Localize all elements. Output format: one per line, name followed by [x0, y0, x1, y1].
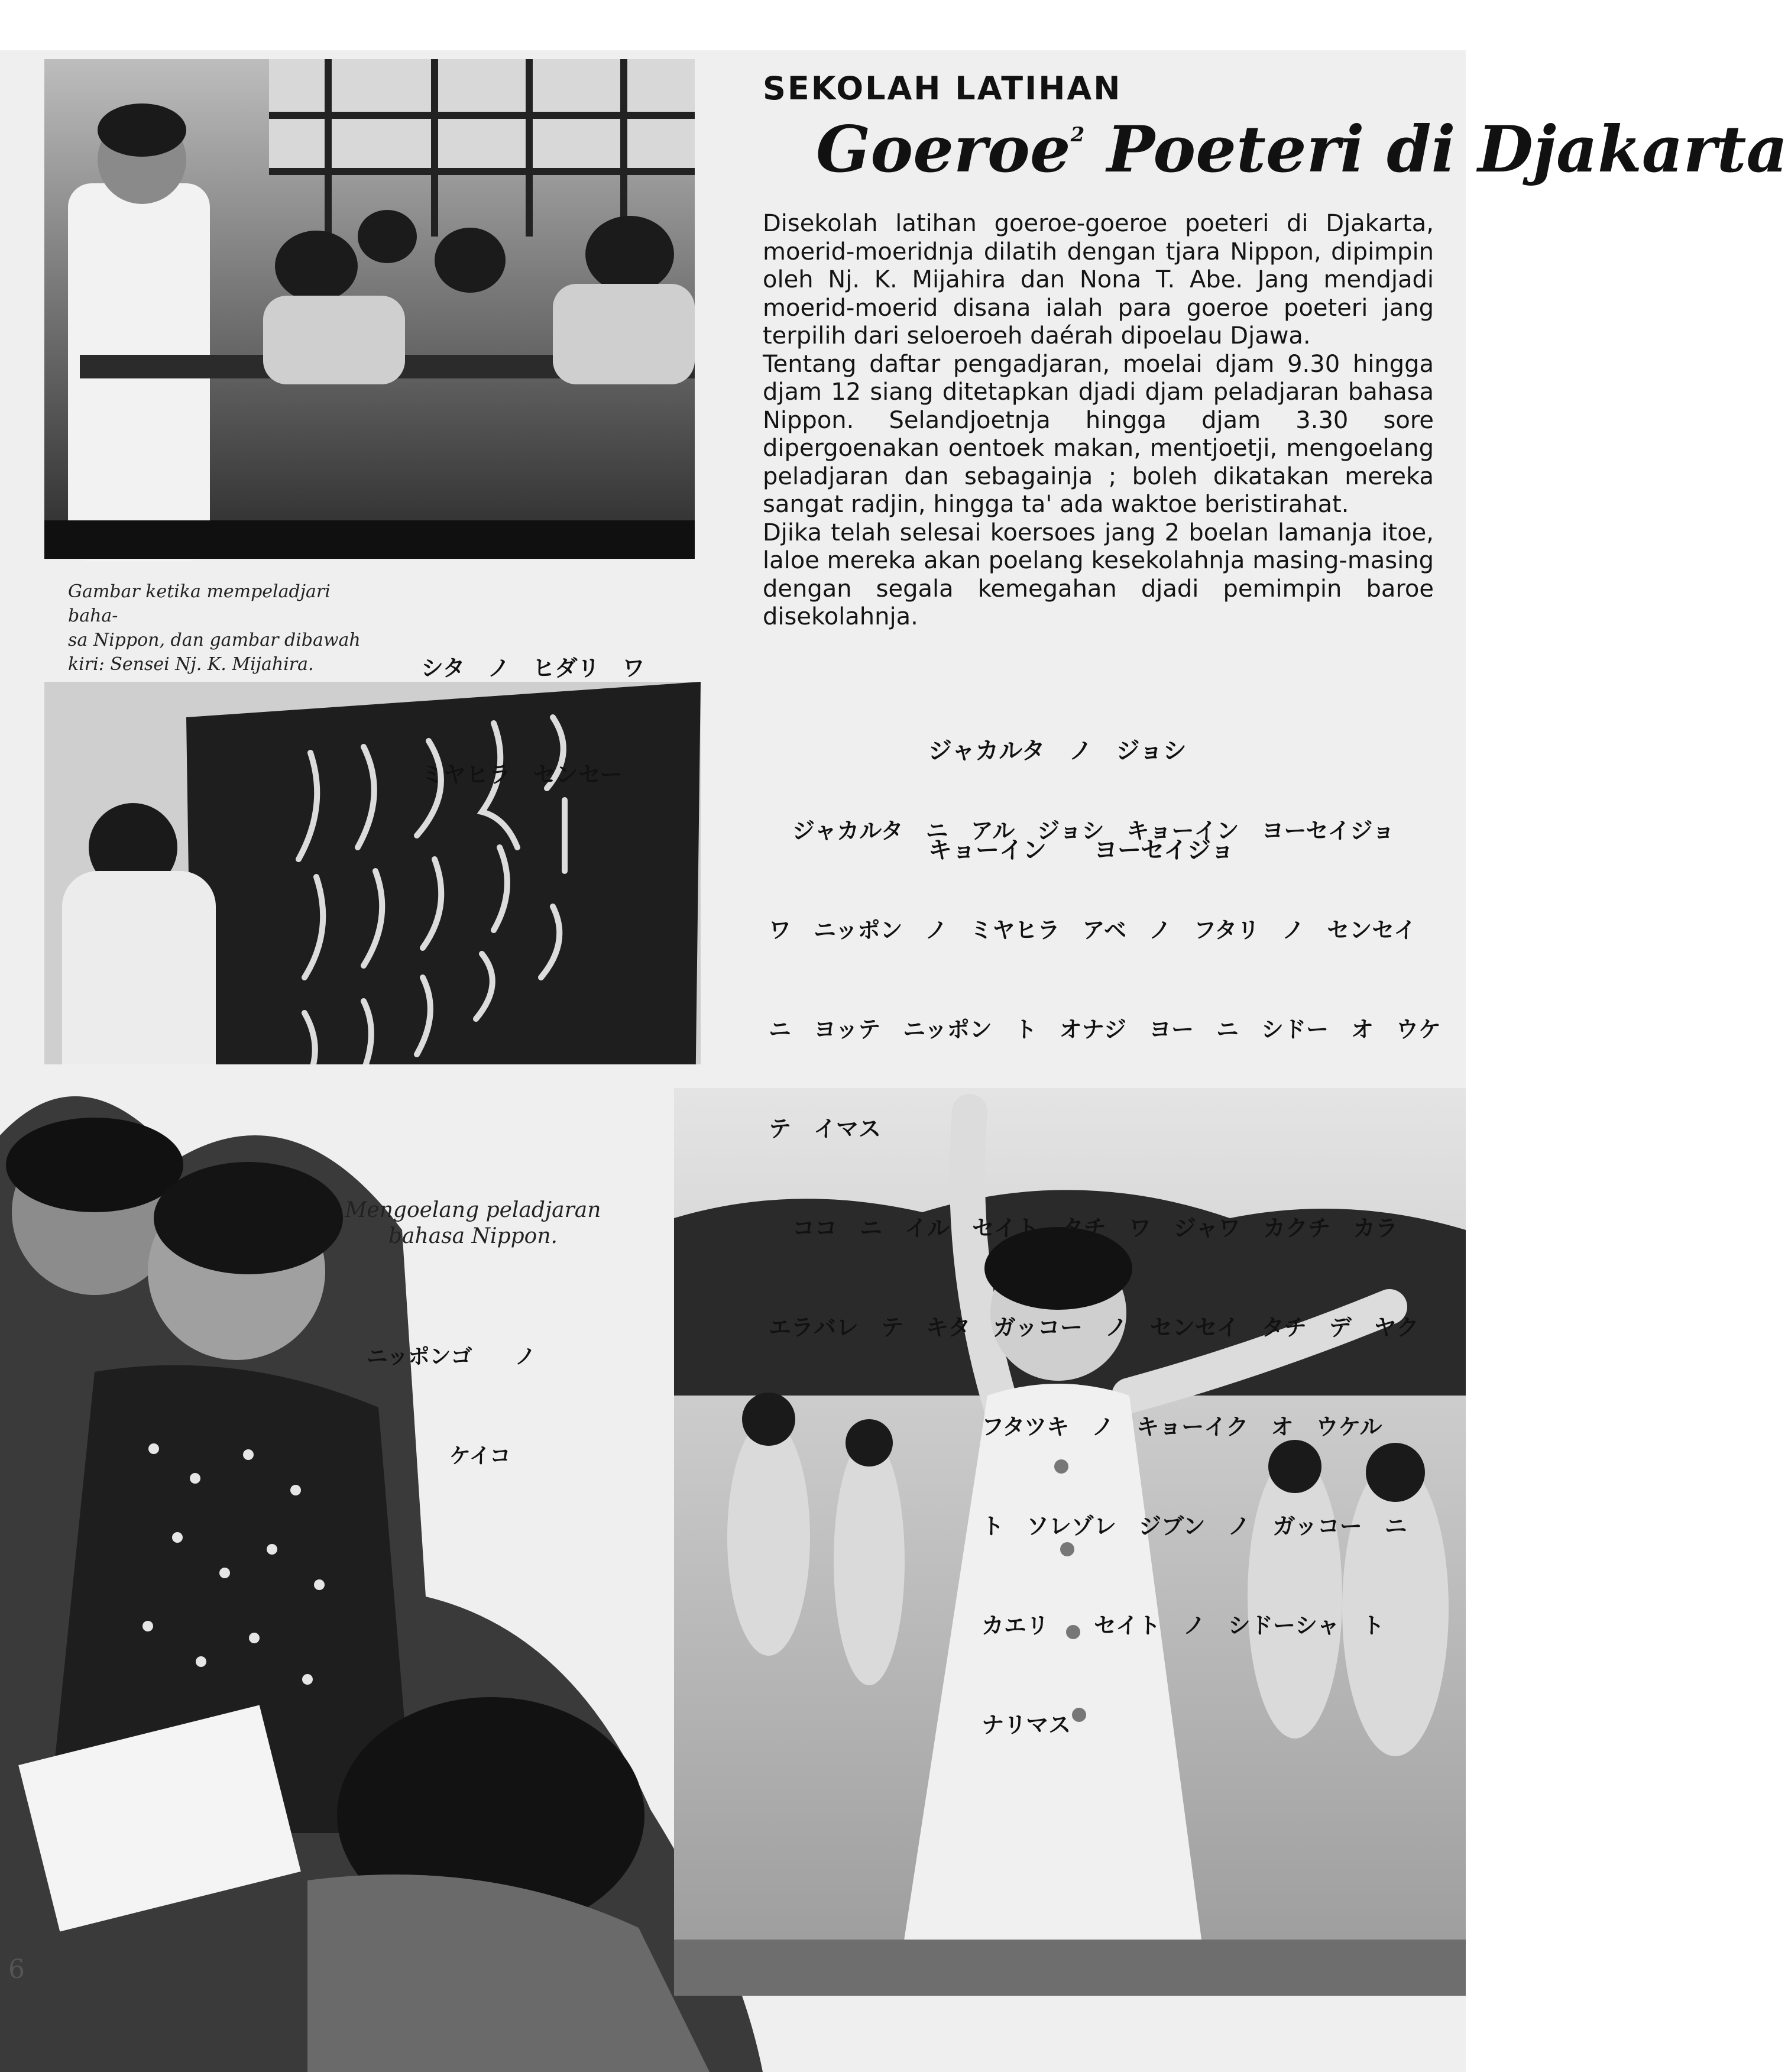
classroom-caption-japanese [421, 579, 644, 828]
article-body [763, 210, 1434, 632]
japanese-line: ワ ニッポン ノ ミヤヒラ アベ ノ フタリ ノ センセイ [769, 917, 1417, 943]
page-number: 6 [8, 1954, 25, 1984]
japanese-line: ナリマス [982, 1712, 1071, 1738]
headline-main: Goeroe [816, 112, 1071, 187]
article-paragraph: Disekolah latihan goeroe-goeroe poeteri di Djakarta, moerid-moeridnja dilatih dengan tjara Nippon, dipimpin oleh Nj. K. Mijahira dan Nona T. Abe. Jang mendjadi moerid-moerid disana ialah para goeroe poeteri jang terpilih dari seloeroeh daérah dipoelau Djawa. [763, 210, 1434, 349]
page-kicker: SEKOLAH LATIHAN [763, 70, 1122, 107]
caption-line: Mengoelang peladjaran [345, 1198, 601, 1222]
classroom-caption [68, 579, 375, 676]
review-caption [319, 1197, 627, 1249]
caption-line: kiri: Sensei Nj. K. Mijahira. [68, 654, 314, 675]
caption-line: sa Nippon, dan gambar dibawah [68, 630, 361, 650]
classroom-photo [44, 59, 695, 559]
japanese-line: ジャカルタ ニ アル ジョシ キョーイン ヨーセイジョ [792, 818, 1395, 844]
article-paragraph: Djika telah selesai koersoes jang 2 boelan lamanja itoe, laloe mereka akan poelang kesekolahnja masing-masing dengan segala kemegahan djadi pemimpin baroe disekolahnja. [763, 519, 1434, 630]
japanese-title-line: キョーイン ヨーセイジョ [928, 837, 1235, 864]
japanese-line: カエリ セイト ノ シドーシャ ト [982, 1613, 1385, 1639]
caption-jp-line: ケイコ [449, 1444, 511, 1468]
review-caption-japanese [367, 1274, 536, 1506]
japanese-line: エラバレ テ キタ ガッコー ノ センセイ タチ デ ヤク [769, 1315, 1419, 1341]
japanese-title-line: ジャカルタ ノ ジョシ [928, 737, 1187, 765]
caption-line: Gambar ketika mempeladjari baha- [68, 581, 331, 626]
headline-superscript: 2 [1070, 123, 1085, 147]
article-paragraph: Tentang daftar pengadjaran, moelai djam 9.30 hingga djam 12 siang ditetapkan djadi djam peladjaran bahasa Nippon. Selandjoetnja hingga djam 3.30 sore dipergoenakan oentoek makan, mentjoetji, mengoelang peladjaran dan sebagainja ; boleh dikatakan mereka sangat radjin, hingga ta' ada waktoe beristirahat. [763, 350, 1434, 518]
headline [816, 112, 1788, 187]
japanese-line: ト ソレゾレ ジブン ノ ガッコー ニ [982, 1513, 1407, 1539]
japanese-line: テ イマス [769, 1116, 882, 1142]
japanese-line: ココ ニ イル セイト タチ ワ ジャワ カクチ カラ [792, 1215, 1398, 1241]
japanese-line: ニ ヨッテ ニッポン ト オナジ ヨー ニ シドー オ ウケ [769, 1016, 1441, 1043]
headline-rest: Poeteri di Djakarta [1084, 112, 1788, 187]
caption-jp-line: シタ ノ ヒダリ ワ [421, 655, 645, 681]
caption-jp-line: ミヤヒラ センセー [421, 762, 623, 788]
japanese-line: フタツキ ノ キョーイク オ ウケル [982, 1414, 1382, 1440]
caption-line: bahasa Nippon. [388, 1224, 558, 1248]
japanese-body [769, 748, 1443, 1775]
caption-jp-line: ニッポンゴ ノ [367, 1345, 536, 1369]
